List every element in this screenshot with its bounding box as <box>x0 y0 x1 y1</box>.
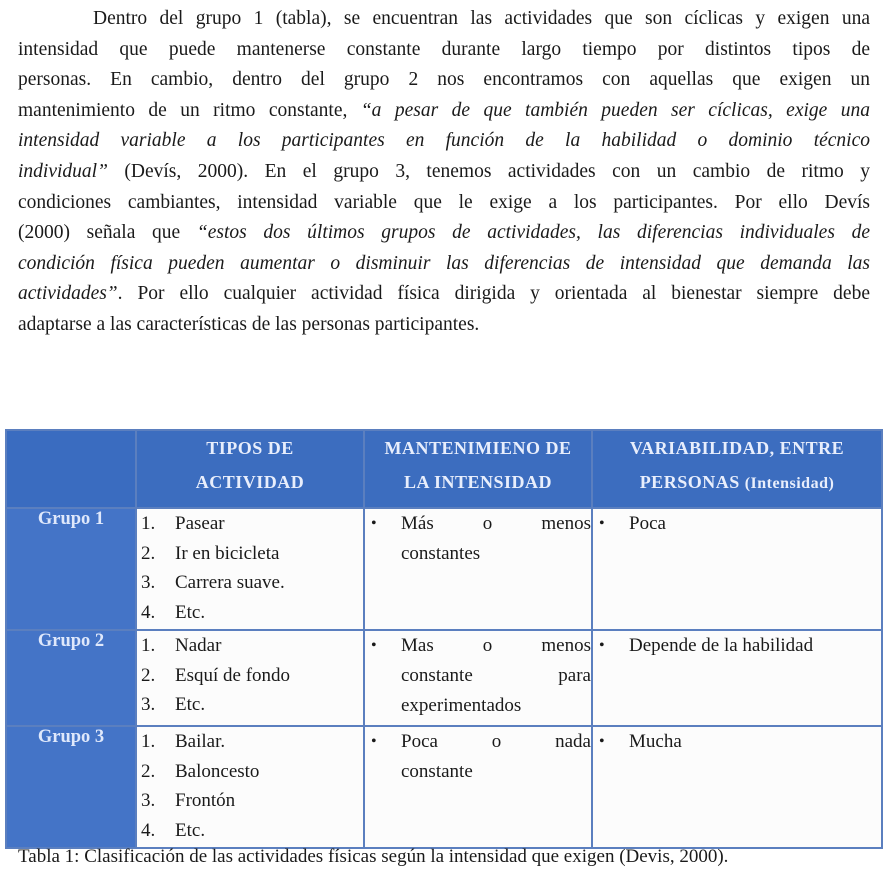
bullet-icon: • <box>599 515 605 532</box>
list-item: 2. Baloncesto <box>141 760 260 782</box>
list-item: 4. Etc. <box>141 819 206 841</box>
header-text <box>593 465 881 501</box>
paragraph-line: condiciones cambiantes, intensidad variable que le exige a los participantes. Por ello Devís <box>18 191 870 213</box>
body-paragraph <box>18 4 870 341</box>
group-label: Grupo 3 <box>6 726 136 848</box>
paragraph-line <box>18 96 870 127</box>
mantenimiento-cell <box>364 630 592 726</box>
group-label: Grupo 2 <box>6 630 136 726</box>
quote-text: “a pesar de que también pueden ser cíclicas, exige una <box>360 99 870 121</box>
activity-classification-table <box>5 429 883 849</box>
variabilidad-cell <box>592 630 882 726</box>
bullet-icon: • <box>371 637 377 654</box>
header-text: ACTIVIDAD <box>195 472 305 492</box>
bullet-icon: • <box>371 733 377 750</box>
quote-text: actividades” <box>18 283 118 305</box>
group-label: Grupo 1 <box>6 508 136 630</box>
bullet-item: • Mucha <box>593 727 881 757</box>
paragraph-line <box>18 279 870 310</box>
variabilidad-cell <box>592 726 882 848</box>
header-corner-cell <box>6 430 136 508</box>
paragraph-text: mantenimiento de un ritmo constante, <box>18 99 361 121</box>
bullet-item: • Mas o menos constante para experimentados <box>365 631 591 721</box>
bullet-icon: • <box>599 637 605 654</box>
activities-list <box>137 509 363 627</box>
bullet-icon: • <box>599 733 605 750</box>
paragraph-line <box>18 157 870 188</box>
list-item: 3. Etc. <box>141 694 206 715</box>
activities-cell <box>136 726 364 848</box>
quote-text: “estos dos últimos grupos de actividades, las diferencias individuales de <box>196 222 870 244</box>
list-item: 3. Carrera suave. <box>141 572 285 593</box>
header-text: (Intensidad) <box>744 475 835 492</box>
header-text: PERSONAS <box>639 472 745 492</box>
header-text: LA INTENSIDAD <box>403 472 553 492</box>
variabilidad-cell <box>592 508 882 630</box>
quote-text: intensidad variable a los participantes en función de la habilidad o dominio técnico <box>18 130 870 152</box>
paragraph-line <box>18 126 870 157</box>
table-row <box>6 508 882 630</box>
header-text: MANTENIMIENO DE <box>384 438 572 458</box>
paragraph-text: (Devís, 2000). En el grupo 3, tenemos actividades con un cambio de ritmo y <box>107 160 870 182</box>
header-variabilidad <box>592 430 882 508</box>
activities-cell <box>136 630 364 726</box>
paragraph-line: personas. En cambio, dentro del grupo 2 nos encontramos con aquellas que exigen un <box>18 69 870 91</box>
paragraph-text: (2000) señala que <box>18 222 197 244</box>
list-item: 4. Etc. <box>141 601 206 623</box>
mantenimiento-cell <box>364 508 592 630</box>
activities-list <box>137 727 363 845</box>
bullet-item: • Poca <box>593 509 881 539</box>
bullet-item: • Poca o nada constante <box>365 727 591 787</box>
list-item: 3. Frontón <box>141 790 236 811</box>
header-text: TIPOS DE <box>206 438 294 458</box>
header-mantenimiento <box>364 430 592 508</box>
paragraph-line <box>18 249 870 280</box>
mantenimiento-cell <box>364 726 592 848</box>
paragraph-line: adaptarse a las características de las personas participantes. <box>18 313 480 335</box>
table-caption: Tabla 1: Clasificación de las actividades físicas según la intensidad que exigen (Devis, 2000). <box>18 846 729 867</box>
paragraph-line: Dentro del grupo 1 (tabla), se encuentran las actividades que son cíclicas y exigen una <box>93 8 870 29</box>
list-item: 1. Pasear <box>141 513 225 534</box>
list-item: 2. Esquí de fondo <box>141 664 291 686</box>
paragraph-text: . Por ello cualquier actividad física dirigida y orientada al bienestar siempre debe <box>117 283 870 305</box>
list-item: 1. Nadar <box>141 635 222 656</box>
bullet-icon: • <box>371 515 377 532</box>
bullet-item: • Depende de la habilidad <box>593 631 881 661</box>
activities-list <box>137 631 363 720</box>
table-row <box>6 630 882 726</box>
header-tipos-actividad <box>136 430 364 508</box>
paragraph-line <box>18 218 870 249</box>
paragraph-line: intensidad que puede mantenerse constante durante largo tiempo por distintos tipos de <box>18 38 870 60</box>
list-item: 2. Ir en bicicleta <box>141 542 280 564</box>
quote-text: condición física pueden aumentar o disminuir las diferencias de intensidad que demanda las <box>18 252 870 274</box>
quote-text: individual” <box>18 160 108 182</box>
table-row <box>6 726 882 848</box>
activities-cell <box>136 508 364 630</box>
header-text: VARIABILIDAD, ENTRE <box>629 438 845 458</box>
table-header-row <box>6 430 882 508</box>
bullet-item: • Más o menos constantes <box>365 509 591 569</box>
list-item: 1. Bailar. <box>141 731 226 752</box>
